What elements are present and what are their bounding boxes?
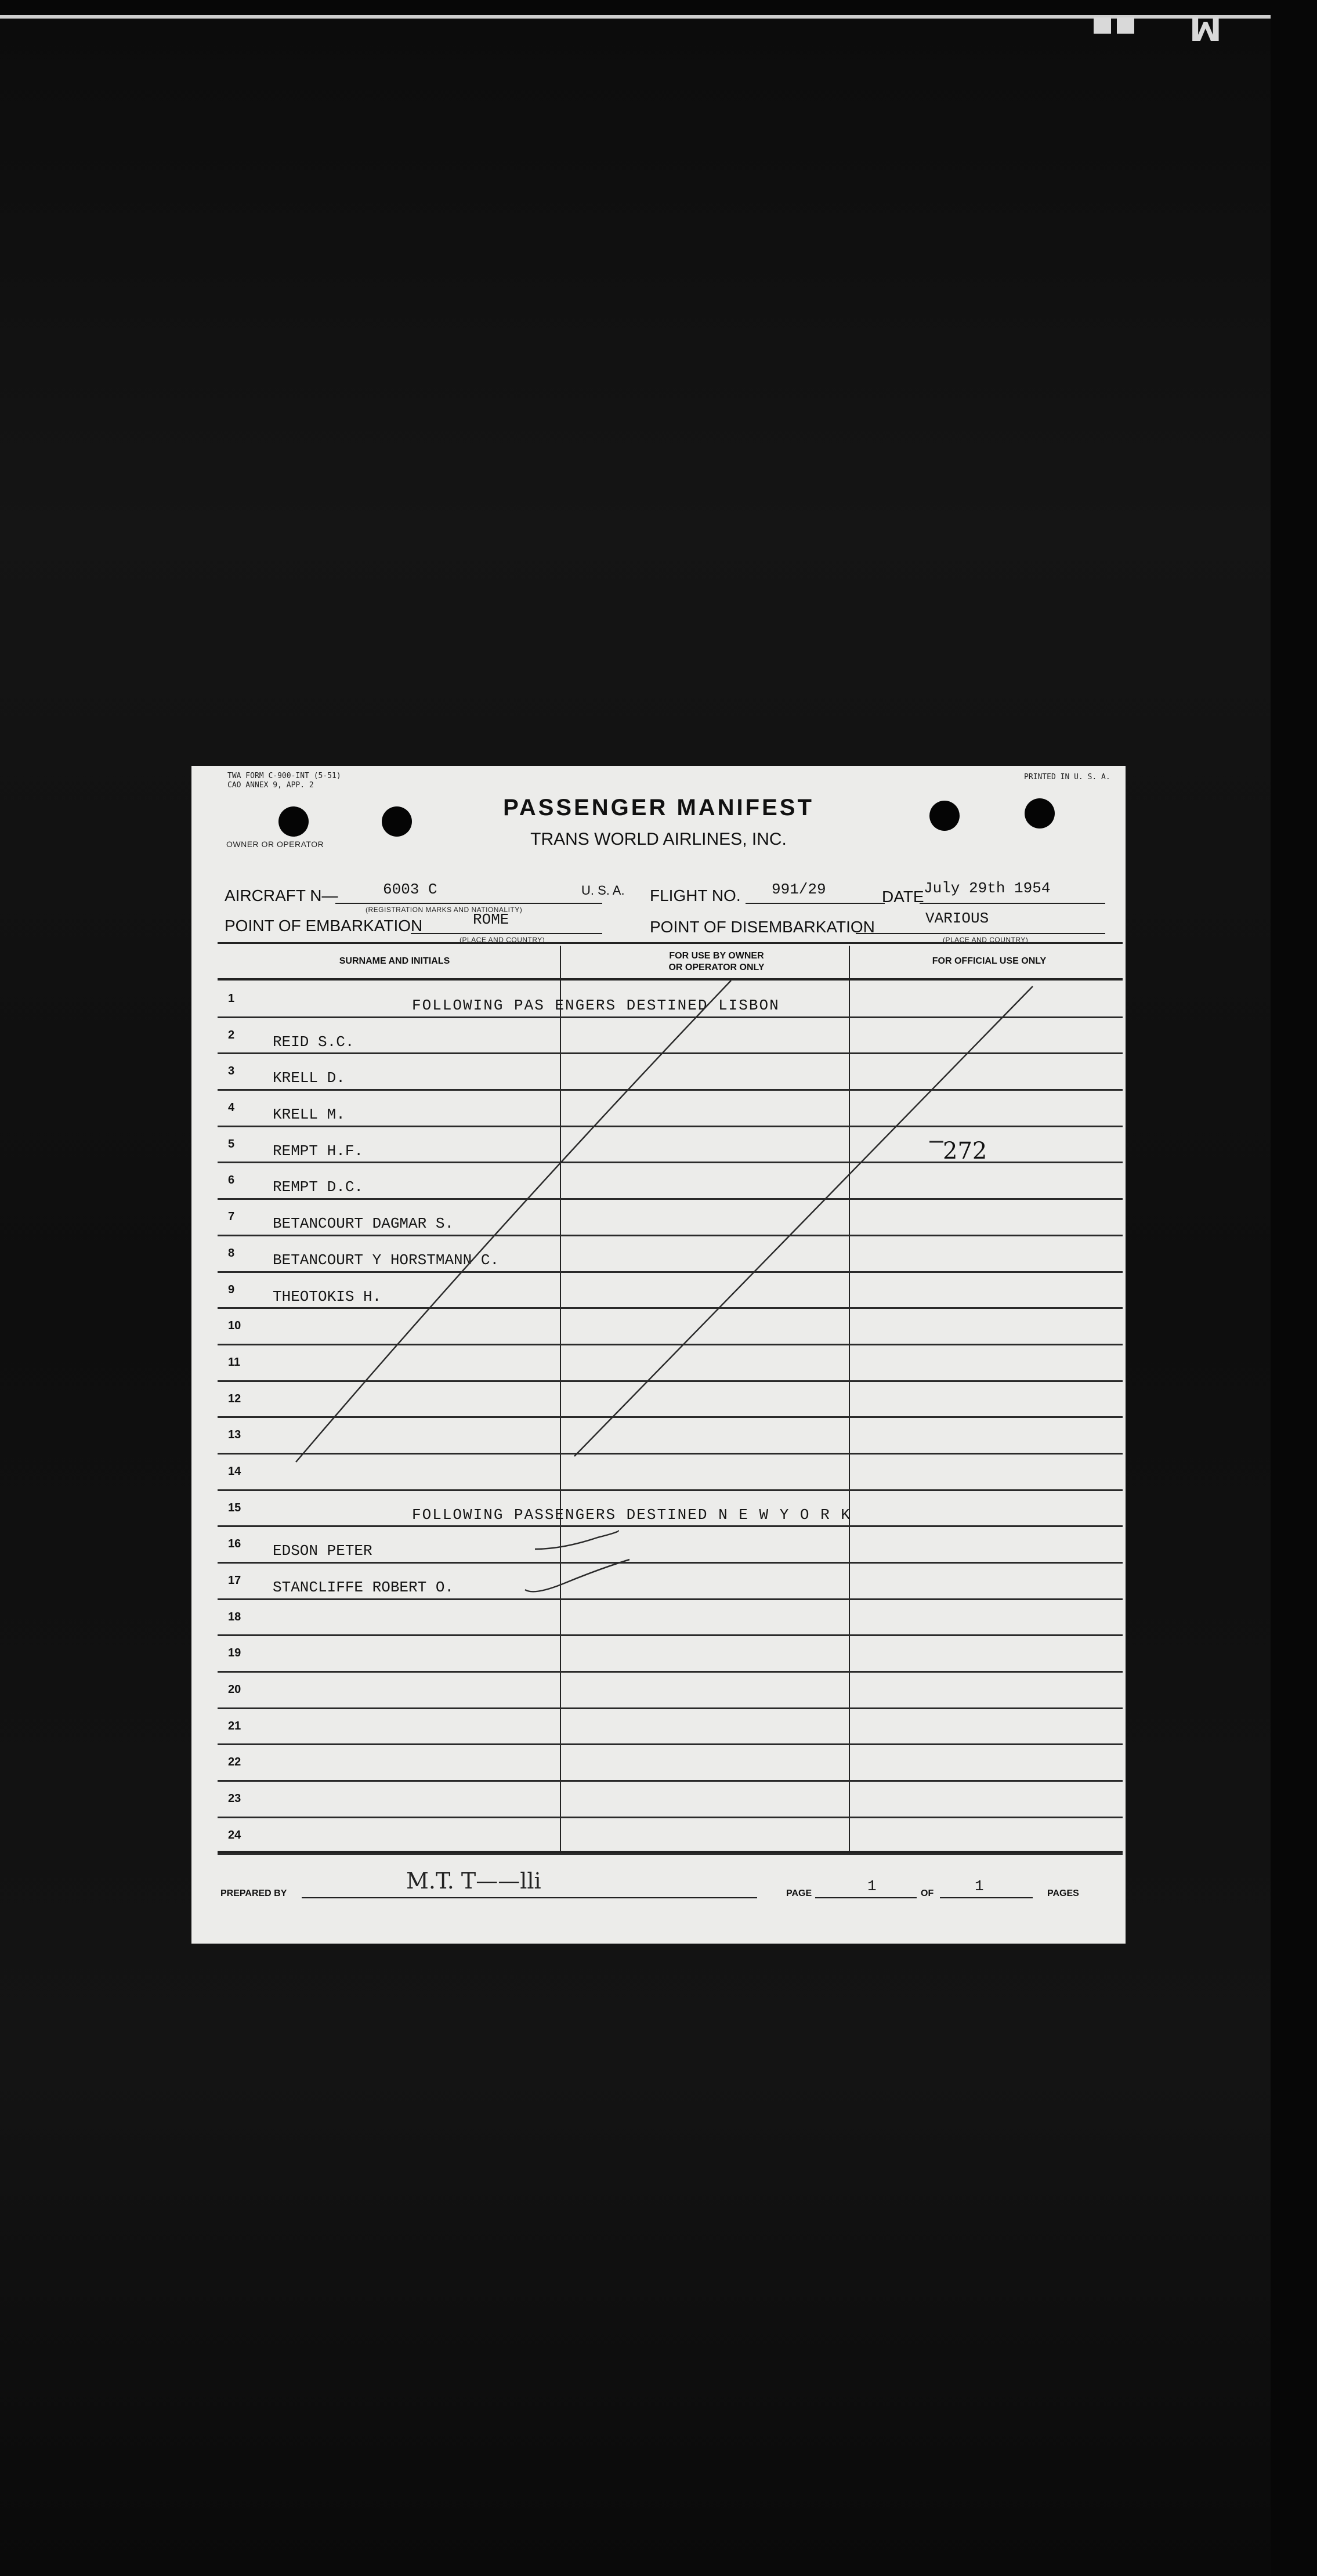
registration-caption: (REGISTRATION MARKS AND NATIONALITY) — [366, 906, 523, 914]
row-number: 8 — [228, 1246, 235, 1260]
row-number: 9 — [228, 1283, 235, 1296]
table-row — [218, 1818, 1123, 1855]
row-number: 16 — [228, 1537, 241, 1551]
date-value: July 29th 1954 — [924, 880, 1051, 897]
row-number: 2 — [228, 1028, 235, 1041]
row-number: 1 — [228, 992, 235, 1005]
row-number: 6 — [228, 1174, 235, 1187]
table-row — [218, 1491, 1123, 1528]
flight-underline — [746, 903, 885, 904]
date-underline — [920, 903, 1105, 904]
embarkation-underline — [411, 933, 602, 934]
header-bottom-rule — [218, 978, 1123, 981]
table-row — [218, 1455, 1123, 1491]
page-label: PAGE — [786, 1888, 812, 1898]
table-row — [218, 1600, 1123, 1637]
owner-label: OWNER OR OPERATOR — [226, 840, 324, 849]
flight-value: 991/29 — [772, 881, 826, 898]
table-bottom-rule — [218, 1851, 1123, 1853]
row-number: 18 — [228, 1610, 241, 1623]
row-number: 13 — [228, 1428, 241, 1442]
page-value: 1 — [867, 1877, 877, 1895]
column-header-owner — [571, 950, 862, 974]
embarkation-value: ROME — [473, 911, 509, 928]
table-row — [218, 1745, 1123, 1782]
film-mark-block — [1094, 17, 1111, 34]
prepared-signature: M.T. T——lli — [406, 1868, 541, 1894]
row-number: 5 — [228, 1137, 235, 1150]
pages-value: 1 — [975, 1877, 984, 1895]
row-number: 19 — [228, 1647, 241, 1660]
column-header-owner-line1: FOR USE BY OWNER — [669, 951, 764, 961]
official-use-value: 272 — [943, 1137, 987, 1164]
disembarkation-underline — [856, 933, 1105, 934]
table-row — [218, 1163, 1123, 1200]
airline-name: TRANS WORLD AIRLINES, INC. — [530, 830, 787, 849]
table-row — [218, 1709, 1123, 1746]
row-number: 20 — [228, 1683, 241, 1696]
row-number: 17 — [228, 1574, 241, 1587]
row-number: 3 — [228, 1065, 235, 1078]
row-number: 4 — [228, 1101, 235, 1115]
form-number: TWA FORM C-900-INT (5-51) — [227, 772, 341, 780]
table-row — [218, 1673, 1123, 1709]
film-mark-block — [1117, 17, 1134, 34]
embarkation-label: POINT OF EMBARKATION — [225, 917, 423, 935]
table-row — [218, 1018, 1123, 1055]
row-number: 7 — [228, 1210, 235, 1224]
table-row — [218, 1636, 1123, 1673]
row-number: 10 — [228, 1319, 241, 1333]
disembarkation-value: VARIOUS — [925, 910, 989, 927]
header-top-rule — [218, 942, 1123, 944]
manifest-rows — [218, 982, 1123, 1855]
passenger-name: KRELL D. — [273, 1069, 345, 1087]
table-row — [218, 1127, 1123, 1164]
prepared-label: PREPARED BY — [220, 1888, 287, 1898]
aircraft-underline — [335, 903, 602, 904]
row-number: 11 — [228, 1355, 241, 1369]
embarkation-caption: (PLACE AND COUNTRY) — [459, 936, 545, 944]
flight-label: FLIGHT NO. — [650, 887, 741, 905]
passenger-name: REID S.C. — [273, 1033, 354, 1051]
passenger-name: EDSON PETER — [273, 1542, 372, 1560]
prepared-underline — [302, 1897, 757, 1898]
row-number: 21 — [228, 1719, 241, 1732]
table-row — [218, 1200, 1123, 1236]
table-row — [218, 982, 1123, 1018]
destination-note: FOLLOWING PAS ENGERS DESTINED LISBON — [412, 997, 780, 1014]
aircraft-label: AIRCRAFT N— — [225, 887, 338, 905]
column-header-names: SURNAME AND INITIALS — [339, 956, 450, 966]
aircraft-value: 6003 C — [383, 881, 437, 898]
pages-underline — [940, 1897, 1033, 1898]
row-number: 22 — [228, 1756, 241, 1769]
table-row — [218, 1782, 1123, 1818]
page-underline — [815, 1897, 917, 1898]
passenger-manifest-document — [191, 766, 1126, 1944]
passenger-name: REMPT H.F. — [273, 1142, 364, 1160]
film-edge — [0, 15, 1271, 19]
table-row — [218, 1382, 1123, 1419]
row-number: 15 — [228, 1501, 241, 1514]
row-number: 14 — [228, 1464, 241, 1478]
row-number: 23 — [228, 1792, 241, 1806]
printed-in: PRINTED IN U. S. A. — [1024, 773, 1110, 782]
table-row — [218, 1527, 1123, 1564]
column-header-official: FOR OFFICIAL USE ONLY — [932, 956, 1047, 966]
of-label: OF — [921, 1888, 934, 1898]
passenger-name: BETANCOURT Y HORSTMANN C. — [273, 1251, 500, 1269]
passenger-name: KRELL M. — [273, 1106, 345, 1124]
row-number: 12 — [228, 1392, 241, 1405]
table-row — [218, 1236, 1123, 1273]
manifest-title: PASSENGER MANIFEST — [503, 795, 814, 820]
table-row — [218, 1054, 1123, 1091]
disembarkation-label: POINT OF DISEMBARKATION — [650, 918, 875, 936]
passenger-name: BETANCOURT DAGMAR S. — [273, 1215, 454, 1233]
date-label: DATE — [882, 888, 924, 906]
film-corner-mark: M — [1189, 9, 1222, 47]
pages-label: PAGES — [1047, 1888, 1079, 1898]
form-annex: CAO ANNEX 9, APP. 2 — [227, 781, 314, 790]
table-row — [218, 1345, 1123, 1382]
column-header-owner-line2: OR OPERATOR ONLY — [668, 963, 765, 972]
passenger-name: STANCLIFFE ROBERT O. — [273, 1579, 454, 1596]
table-row — [218, 1309, 1123, 1345]
passenger-name: THEOTOKIS H. — [273, 1287, 382, 1305]
row-number: 24 — [228, 1828, 241, 1841]
table-row — [218, 1091, 1123, 1127]
destination-note: FOLLOWING PASSENGERS DESTINED N E W Y O R K — [412, 1506, 851, 1524]
table-row — [218, 1418, 1123, 1455]
table-row — [218, 1564, 1123, 1600]
passenger-name: REMPT D.C. — [273, 1178, 364, 1196]
disembarkation-caption: (PLACE AND COUNTRY) — [943, 936, 1029, 944]
usa-label: U. S. A. — [581, 883, 625, 898]
table-row — [218, 1273, 1123, 1309]
